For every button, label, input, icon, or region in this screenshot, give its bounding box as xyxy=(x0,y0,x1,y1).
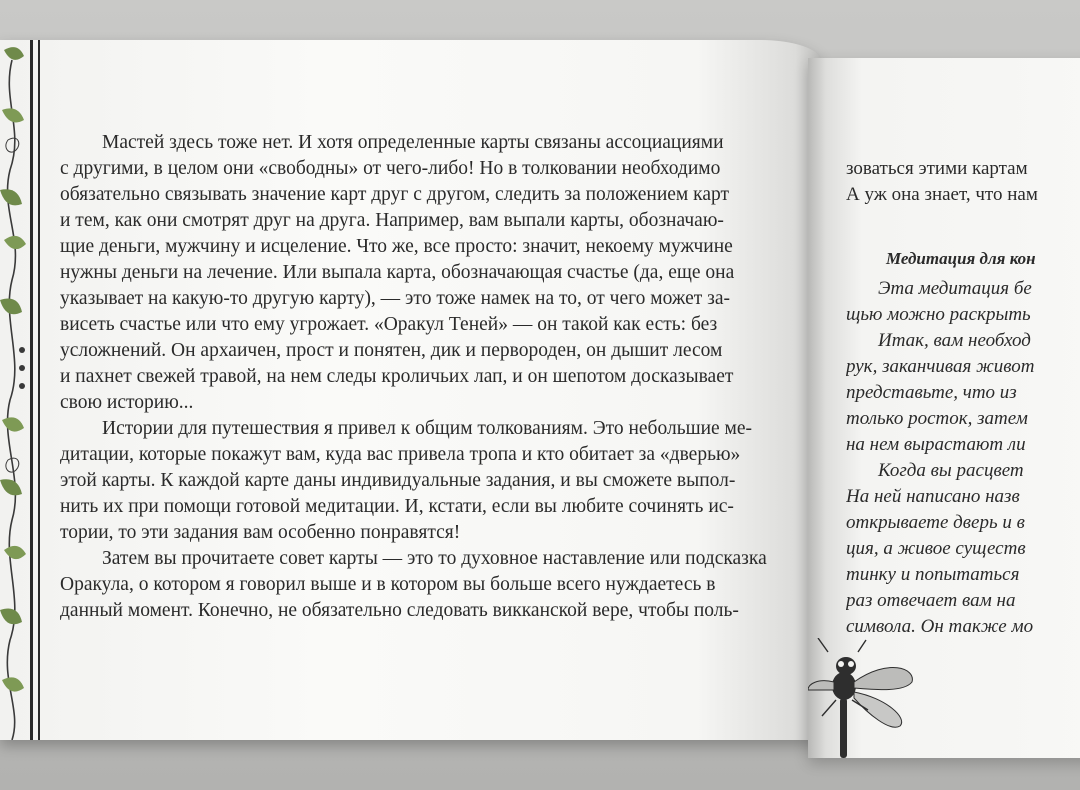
text-line: нужны деньги на лечение. Или выпала карта, обозначающая счастье (да, еще она xyxy=(60,262,735,283)
text-line: Мастей здесь тоже нет. И хотя определенные карты связаны ассоциациями xyxy=(102,132,724,153)
text-line: и пахнет свежей травой, на нем следы кроличьих лап, и он шепотом досказывает xyxy=(60,366,734,387)
meditation-heading: Медитация для кон xyxy=(886,249,1036,268)
text-line: указывает на какую-то другую карту), — это тоже намек на то, от чего может за- xyxy=(60,288,730,309)
text-line: висеть счастье или что ему угрожает. «Оракул Теней» — он такой как есть: без xyxy=(60,314,718,335)
text-line: тории, то эти задания вам особенно понравятся! xyxy=(60,522,461,543)
meditation-line: Эта медитация бе xyxy=(878,278,1032,299)
text-line: и тем, как они смотрят друг на друга. Например, вам выпали карты, обозначаю- xyxy=(60,210,724,231)
meditation-line: символа. Он также мо xyxy=(846,616,1034,637)
text-line: обязательно связывать значение карт друг с другом, следить за положением карт xyxy=(60,184,729,205)
text-line: зоваться этими картам xyxy=(846,158,1028,179)
left-page xyxy=(0,40,820,740)
meditation-line: тинку и попытаться xyxy=(846,564,1020,585)
text-line: дитации, которые покажут вам, куда вас привела тропа и кто обитает за «дверью» xyxy=(60,444,741,465)
meditation-text xyxy=(846,276,1080,640)
text-line: свою историю... xyxy=(60,392,194,413)
meditation-line: на нем вырастают ли xyxy=(846,434,1026,455)
meditation-line: Итак, вам необход xyxy=(878,330,1031,351)
text-line: с другими, в целом они «свободны» от чего-либо! Но в толковании необходимо xyxy=(60,158,721,179)
text-line: Затем вы прочитаете совет карты — это то духовное наставление или подсказка xyxy=(102,548,767,569)
right-page-text xyxy=(846,156,1080,640)
meditation-line: только росток, затем xyxy=(846,408,1028,429)
text-line: этой карты. К каждой карте даны индивидуальные задания, и вы сможете выпол- xyxy=(60,470,736,491)
meditation-line: представьте, что из xyxy=(846,382,1017,403)
meditation-line: открываете дверь и в xyxy=(846,512,1025,533)
text-line: щие деньги, мужчину и исцеление. Что же, все просто: значит, некоему мужчине xyxy=(60,236,733,257)
text-line: А уж она знает, что нам xyxy=(846,184,1038,205)
right-page xyxy=(808,58,1080,758)
meditation-line: На ней написано назв xyxy=(846,486,1020,507)
vine-border-ornament-icon xyxy=(0,40,50,740)
text-line: Оракула, о котором я говорил выше и в котором вы больше всего нуждаетесь в xyxy=(60,574,716,595)
dragonfly-icon xyxy=(808,638,918,758)
text-line: нить их при помощи готовой медитации. И, кстати, если вы любите сочинять ис- xyxy=(60,496,734,517)
text-line: усложнений. Он архаичен, прост и понятен, дик и первороден, он дышит лесом xyxy=(60,340,723,361)
left-page-body-text xyxy=(60,130,820,624)
text-line: данный момент. Конечно, не обязательно следовать викканской вере, чтобы поль- xyxy=(60,600,739,621)
meditation-line: раз отвечает вам на xyxy=(846,590,1016,611)
meditation-line: ция, а живое существ xyxy=(846,538,1026,559)
meditation-line: рук, заканчивая живот xyxy=(846,356,1035,377)
meditation-line: щью можно раскрыть xyxy=(846,304,1031,325)
meditation-line: Когда вы расцвет xyxy=(878,460,1024,481)
text-line: Истории для путешествия я привел к общим толкованиям. Это небольшие ме- xyxy=(102,418,753,439)
